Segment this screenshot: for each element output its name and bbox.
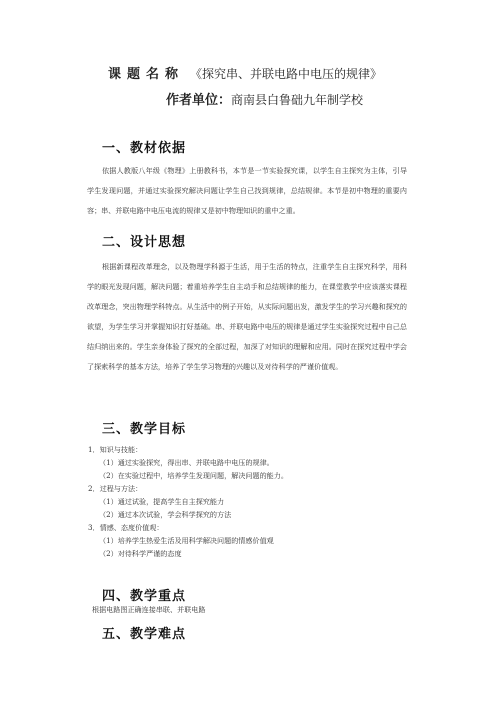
- section-paragraph-2: 根据新课程改革理念，以及物理学科源于生活，用于生活的特点，注重学生自主探究科学，用科学的眼光发现问题，解决问题；着重培养学生自主动手和总结规律的能力，在课堂教学中应该落实课程改革理念，突出物理学科特点。从生活中的例子开始，从实际问题出发，激发学生的学习兴趣和探究的欲望，为学生学习并掌握知识打好基础。串、并联电路中电压的规律是通过学生实验探究过程中自己总结归纳出来的。学生亲身体验了探究的全部过程，加深了对知识的理解和应用。同时在探究过程中学会了探索科学的基本方法，培养了学生学习物理的兴趣以及对待科学的严谨价值观。: [87, 262, 407, 371]
- objective-item: （2）通过本次试验，学会科学探究的方法: [99, 510, 232, 519]
- author-line: [166, 89, 363, 108]
- title-line: [108, 63, 382, 82]
- section-heading-5: 五、教学难点: [102, 627, 187, 642]
- section-heading-4: 四、教学重点: [102, 589, 187, 604]
- author-value: 商南县白鲁础九年制学校: [231, 93, 364, 107]
- objective-item: （2）在实验过程中，培养学生发现问题，解决问题的能力。: [99, 471, 288, 480]
- objectives-list: [88, 443, 288, 560]
- title-value: 《探究串、并联电路中电压的规律》: [190, 67, 383, 81]
- section-heading-1: 一、教材依据: [102, 141, 187, 156]
- objective-item: （1）通过试验，提高学生自主探究能力: [99, 497, 225, 506]
- key-point-text: 根据电路图正确连接串联、并联电路: [92, 605, 206, 614]
- objective-group-2: 2．过程与方法：: [88, 484, 143, 493]
- objective-group-1: 1．知识与技能：: [88, 445, 143, 454]
- objective-item: （1）培养学生热爱生活及用科学解决问题的情感价值观: [99, 536, 274, 545]
- objective-item: （1）通过实验探究，得出串、并联电路中电压的规律。: [99, 458, 274, 467]
- section-heading-3: 三、教学目标: [102, 422, 187, 437]
- section-heading-2: 二、设计思想: [102, 235, 187, 250]
- title-label: 课题名称: [108, 67, 185, 82]
- author-label: 作者单位：: [166, 93, 232, 108]
- objective-item: （2）对待科学严谨的态度: [99, 549, 182, 558]
- objective-group-3: 3．情感、态度价值观：: [88, 523, 164, 532]
- section-paragraph-1: 依据人教版八年级《物理》上册教科书，本节是一节实验探究课，以学生自主探究为主体，引导学生发现问题，并通过实验探究解决问题让学生自己找到规律，总结规律。本节是初中物理的重要内容；串、并联电路中电压电流的规律又是初中物理知识的重中之重。: [87, 166, 407, 215]
